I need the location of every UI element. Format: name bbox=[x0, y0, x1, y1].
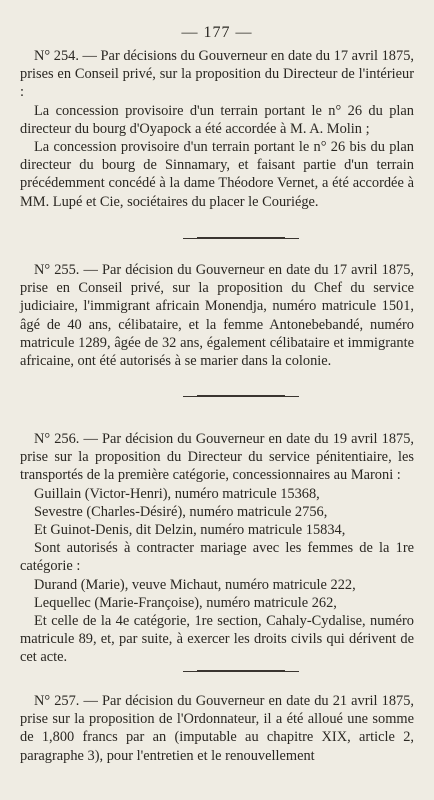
entry-257-text: N° 257. — Par décision du Gouverneur en date du 21 avril 1875, prise sur la proposition de l'Ordonnateur, il a été alloué une somme de 1,800 francs par an (imputable au chapitre XIX, article 2, paragraphe 3), pour l'entretien et le renouvellement bbox=[20, 693, 414, 764]
entry-255-text: N° 255. — Par décision du Gouverneur en date du 17 avril 1875, prise en Conseil privé, sur la proposition du Chef du service judiciaire, l'immigrant africain Monendja, numéro matricule 1501, âgé de 40 ans, célibataire, et la femme Antonebebandé, numéro matricule 1289, âgée de 32 ans, également célibataire et immigrante africaine, ont été autorisés à se marier dans la colonie. bbox=[20, 262, 414, 370]
entry-254-intro: N° 254. — Par décisions du Gouverneur en date du 17 avril 1875, prises en Conseil privé, sur la proposition du Directeur de l'intérieur : bbox=[20, 48, 414, 101]
entry-254 bbox=[20, 47, 414, 211]
section-divider bbox=[197, 395, 285, 397]
entry-256-person-1: Guillain (Victor-Henri), numéro matricule 15368, bbox=[34, 485, 320, 502]
section-divider bbox=[197, 237, 285, 239]
entry-257 bbox=[20, 692, 414, 765]
entry-256-authorization: Sont autorisés à contracter mariage avec les femmes de la 1re catégorie : bbox=[20, 540, 414, 575]
entry-256-woman-2: Lequellec (Marie-Françoise), numéro matricule 262, bbox=[34, 594, 337, 611]
entry-256-woman-3: Et celle de la 4e catégorie, 1re section, Cahaly-Cydalise, numéro matricule 89, et, par suite, à exercer les droits civils qui dérivent de cet acte. bbox=[20, 613, 414, 666]
entry-255 bbox=[20, 261, 414, 370]
entry-256-woman-1: Durand (Marie), veuve Michaut, numéro matricule 222, bbox=[34, 576, 356, 593]
section-divider bbox=[197, 670, 285, 672]
entry-256-person-3: Et Guinot-Denis, dit Delzin, numéro matricule 15834, bbox=[34, 522, 346, 539]
page-number: — 177 — bbox=[181, 24, 253, 41]
entry-256 bbox=[20, 430, 414, 667]
entry-256-person-2: Sevestre (Charles-Désiré), numéro matricule 2756, bbox=[34, 503, 328, 520]
entry-256-intro: N° 256. — Par décision du Gouverneur en date du 19 avril 1875, prise sur la proposition du Directeur du service pénitentiaire, les transportés de la première catégorie, concessionnaires au Maroni : bbox=[20, 431, 414, 484]
entry-254-para-2: La concession provisoire d'un terrain portant le n° 26 bis du plan directeur du bourg de Sinnamary, et faisant partie d'un terrain précédemment concédé à la dame Théodore Vernet, a été accordée à MM. Lupé et Cie, sociétaires du placer le Couriége. bbox=[20, 139, 414, 210]
entry-254-para-1: La concession provisoire d'un terrain portant le n° 26 du plan directeur du bourg d'Oyapock a été accordée à M. A. Molin ; bbox=[20, 102, 414, 137]
